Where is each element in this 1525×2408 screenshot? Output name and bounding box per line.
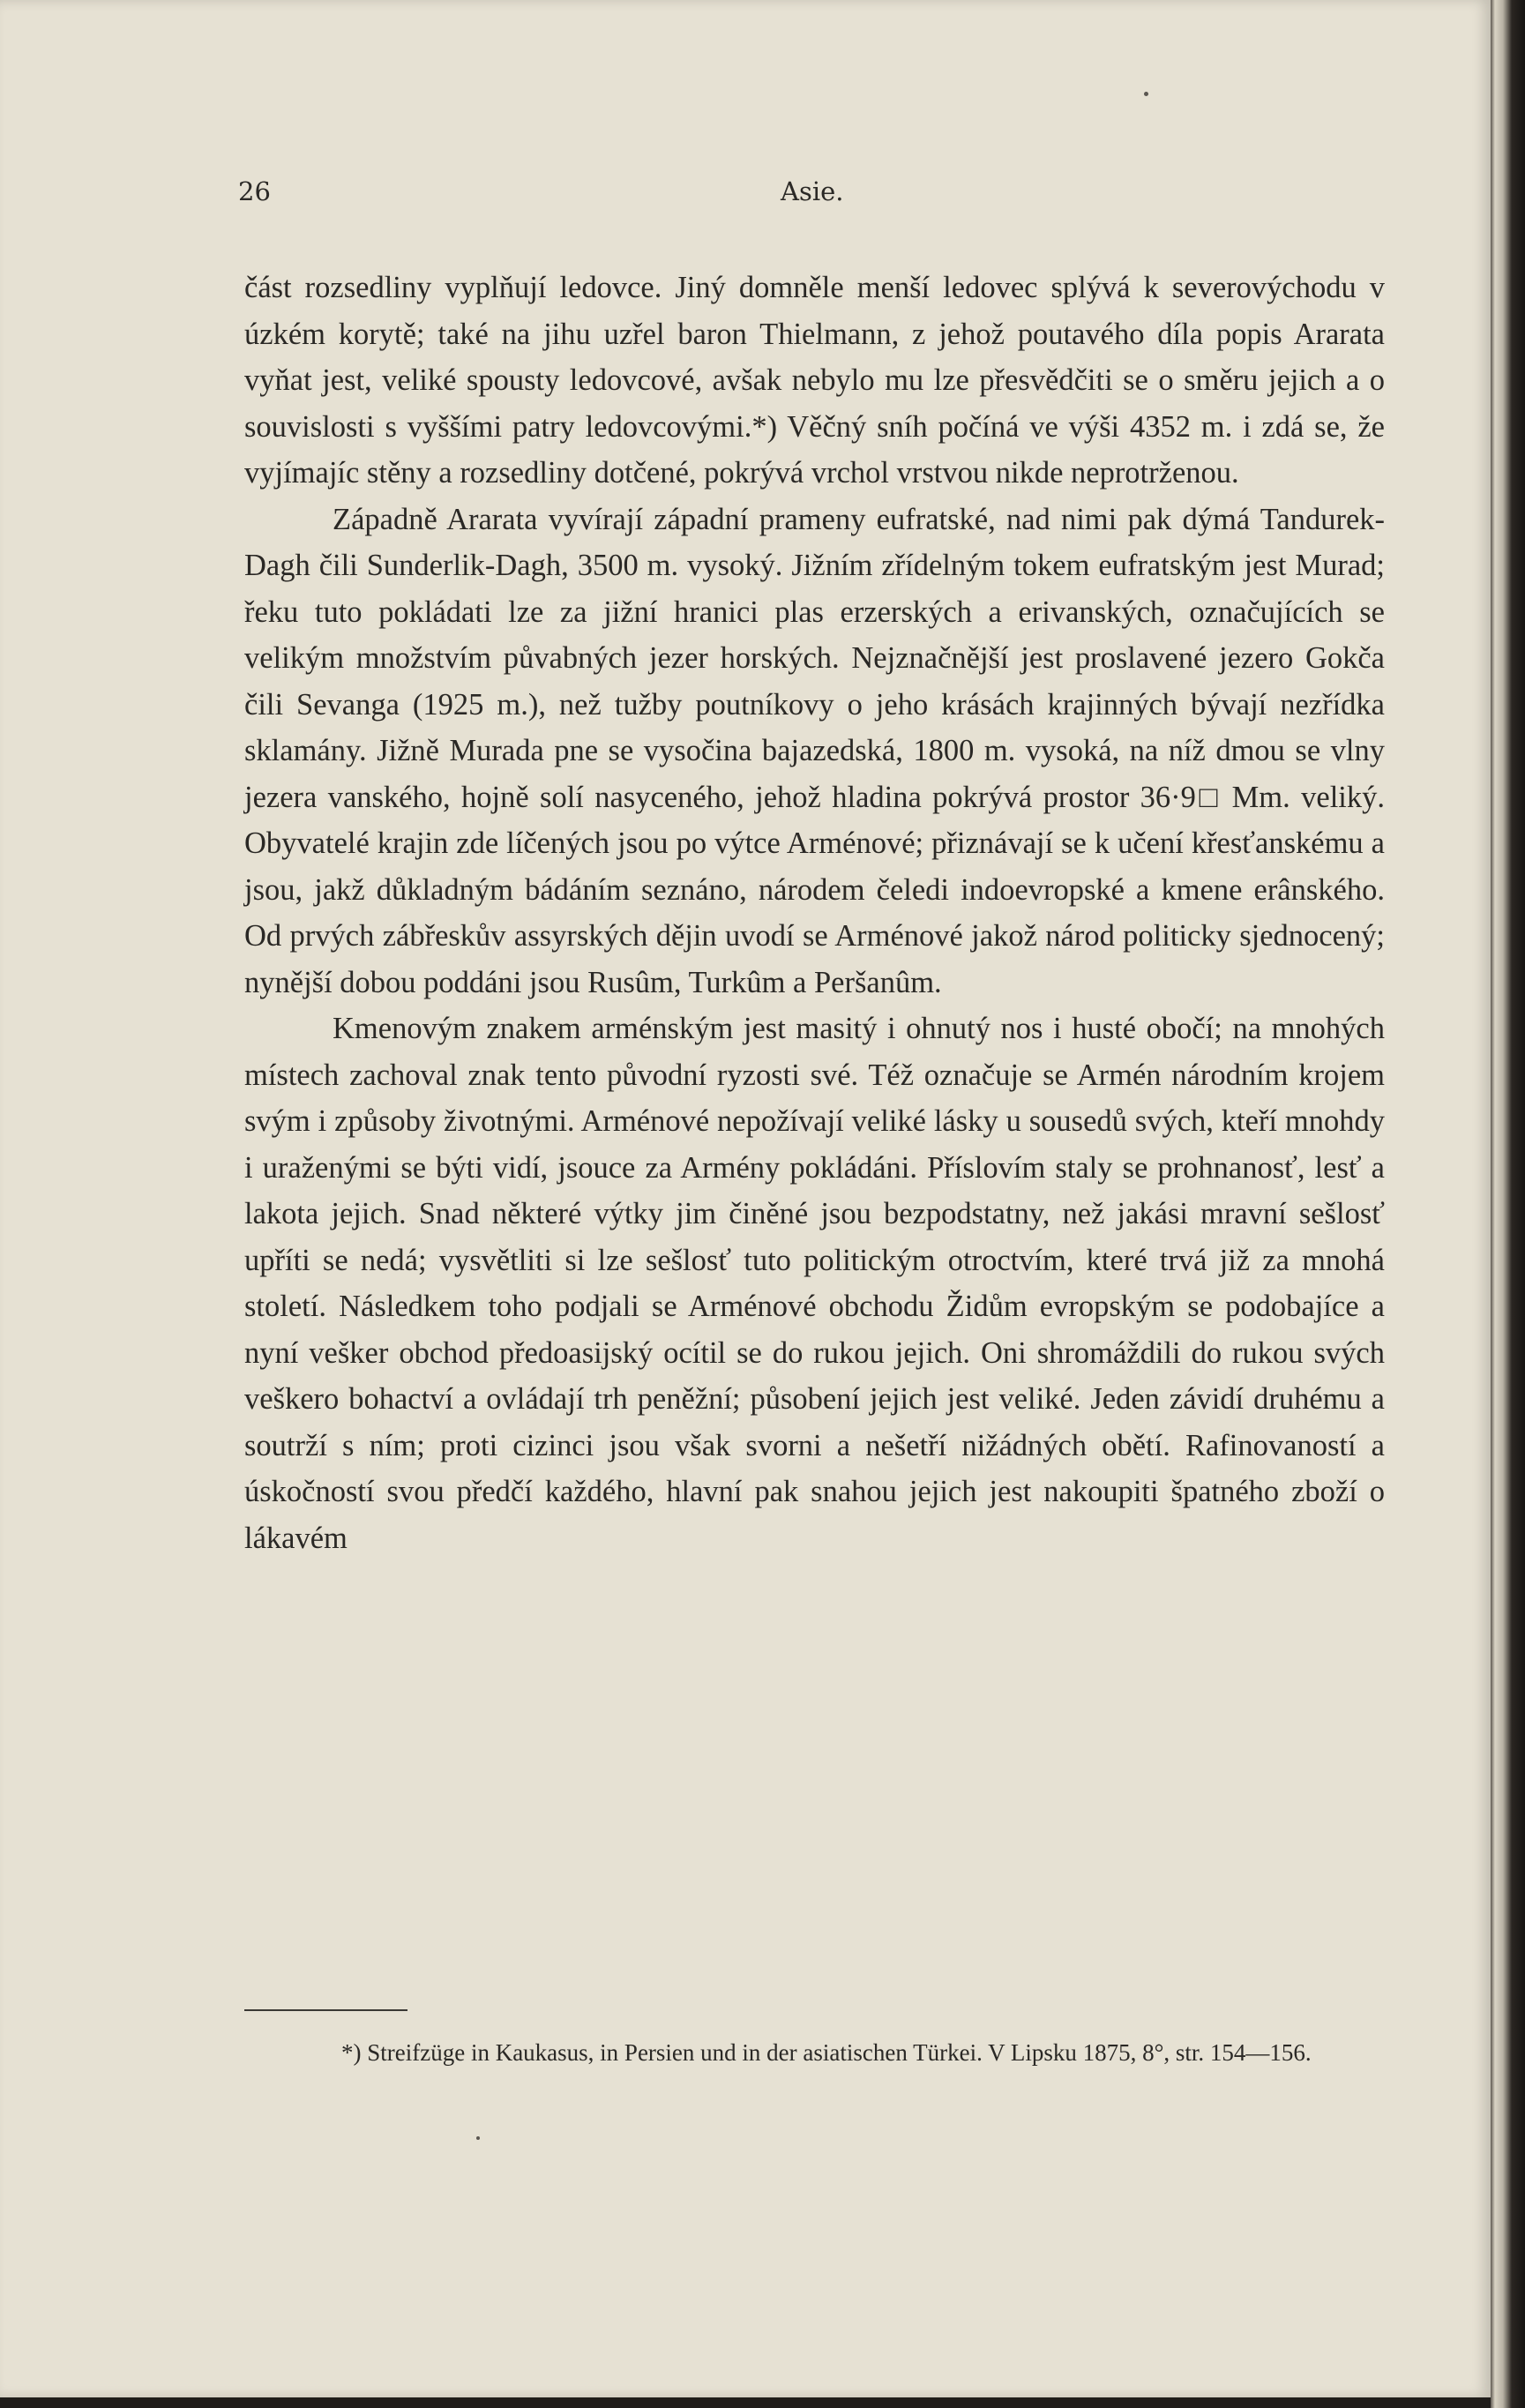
paragraph: Kmenovým znakem arménským jest masitý i ohnutý nos i husté obočí; na mnohých místech zachoval znak tento původní ryzosti své. Též označuje se Armén národním krojem svým i způsoby životnými. Arménové nepožívají veliké lásky u sousedů svých, kteří mnohdy i uraženými se býti vidí, jsouce za Armény pokládáni. Příslovím staly se prohnanosť, lesť a lakota jejich. Snad některé výtky jim činěné jsou bezpodstatny, než jakási mravní sešlosť upříti se nedá; vysvětliti si lze sešlosť tuto politickým otroctvím, které trvá již za mnohá století. Následkem toho podjali se Arménové obchodu Židům evropským se podobajíce a nyní vešker obchod předoasijský ocítil se do rukou jejich. Oni shromáždili do rukou svých veškero bohactví a ovládají trh peněžní; působení jejich jest veliké. Jeden závidí druhému a soutrží s ním; proti cizinci jsou však svorni a nešetří nižádných obětí. Rafinovaností a úskočností svou předčí každého, hlavní pak snahou jejich jest nakoupiti špatného zboží o lákavém [244,1012,1385,1555]
footnote-text: *) Streifzüge in Kaukasus, in Persien und in der asiatischen Türkei. V Lipsku 1875, 8°, str. 154—156. [341,2039,1312,2066]
footnote [244,2033,1385,2072]
page-header [238,176,1385,212]
footnote-rule [244,2009,407,2011]
running-title: Asie. [781,176,844,206]
speck [476,2136,480,2140]
paragraph: část rozsedliny vyplňují ledovce. Jiný domněle menší ledovec splývá k severovýchodu v úzkém korytě; také na jihu uzřel baron Thielmann, z jehož poutavého díla popis Ararata vyňat jest, veliké spousty ledovcové, avšak nebylo mu lze přesvědčiti se o směru jejich a o souvislosti s vyššími patry ledovcovými.*) Věčný sníh počíná ve výši 4352 m. i zdá se, že vyjímajíc stěny a rozsedliny dotčené, pokrývá vrchol vrstvou nikde neprotrženou. [244,271,1385,490]
paragraph: Západně Ararata vyvírají západní prameny eufratské, nad nimi pak dýmá Tandurek-Dagh čili Sunderlik-Dagh, 3500 m. vysoký. Jižním zřídelným tokem eufratským jest Murad; řeku tuto pokládati lze za jižní hranici plas erzerských a erivanských, označujících se velikým množstvím půvabných jezer horských. Nejznačnější jest proslavené jezero Gokča čili Sevanga (1925 m.), než tužby poutníkovy o jeho krásách krajinných bývají nezřídka sklamány. Jižně Murada pne se vysočina bajazedská, 1800 m. vysoká, na níž dmou se vlny jezera vanského, hojně solí nasyceného, jehož hladina pokrývá prostor 36·9□ Mm. veliký. Obyvatelé krajin zde líčených jsou po výtce Arménové; přiznávají se k učení křesťanskému a jsou, jakž důkladným bádáním seznáno, národem čeledi indoevropské a kmene erânského. Od prvých zábřeskův assyrských dějin uvodí se Arménové jakož národ politicky sjednocený; nynější dobou poddáni jsou Rusûm, Turkûm a Peršanûm. [244,502,1385,999]
page-bottom-edge [0,2397,1491,2408]
page-edge [1491,0,1525,2408]
speck [1144,92,1148,96]
body-text [244,265,1385,1561]
page-number: 26 [238,176,271,206]
